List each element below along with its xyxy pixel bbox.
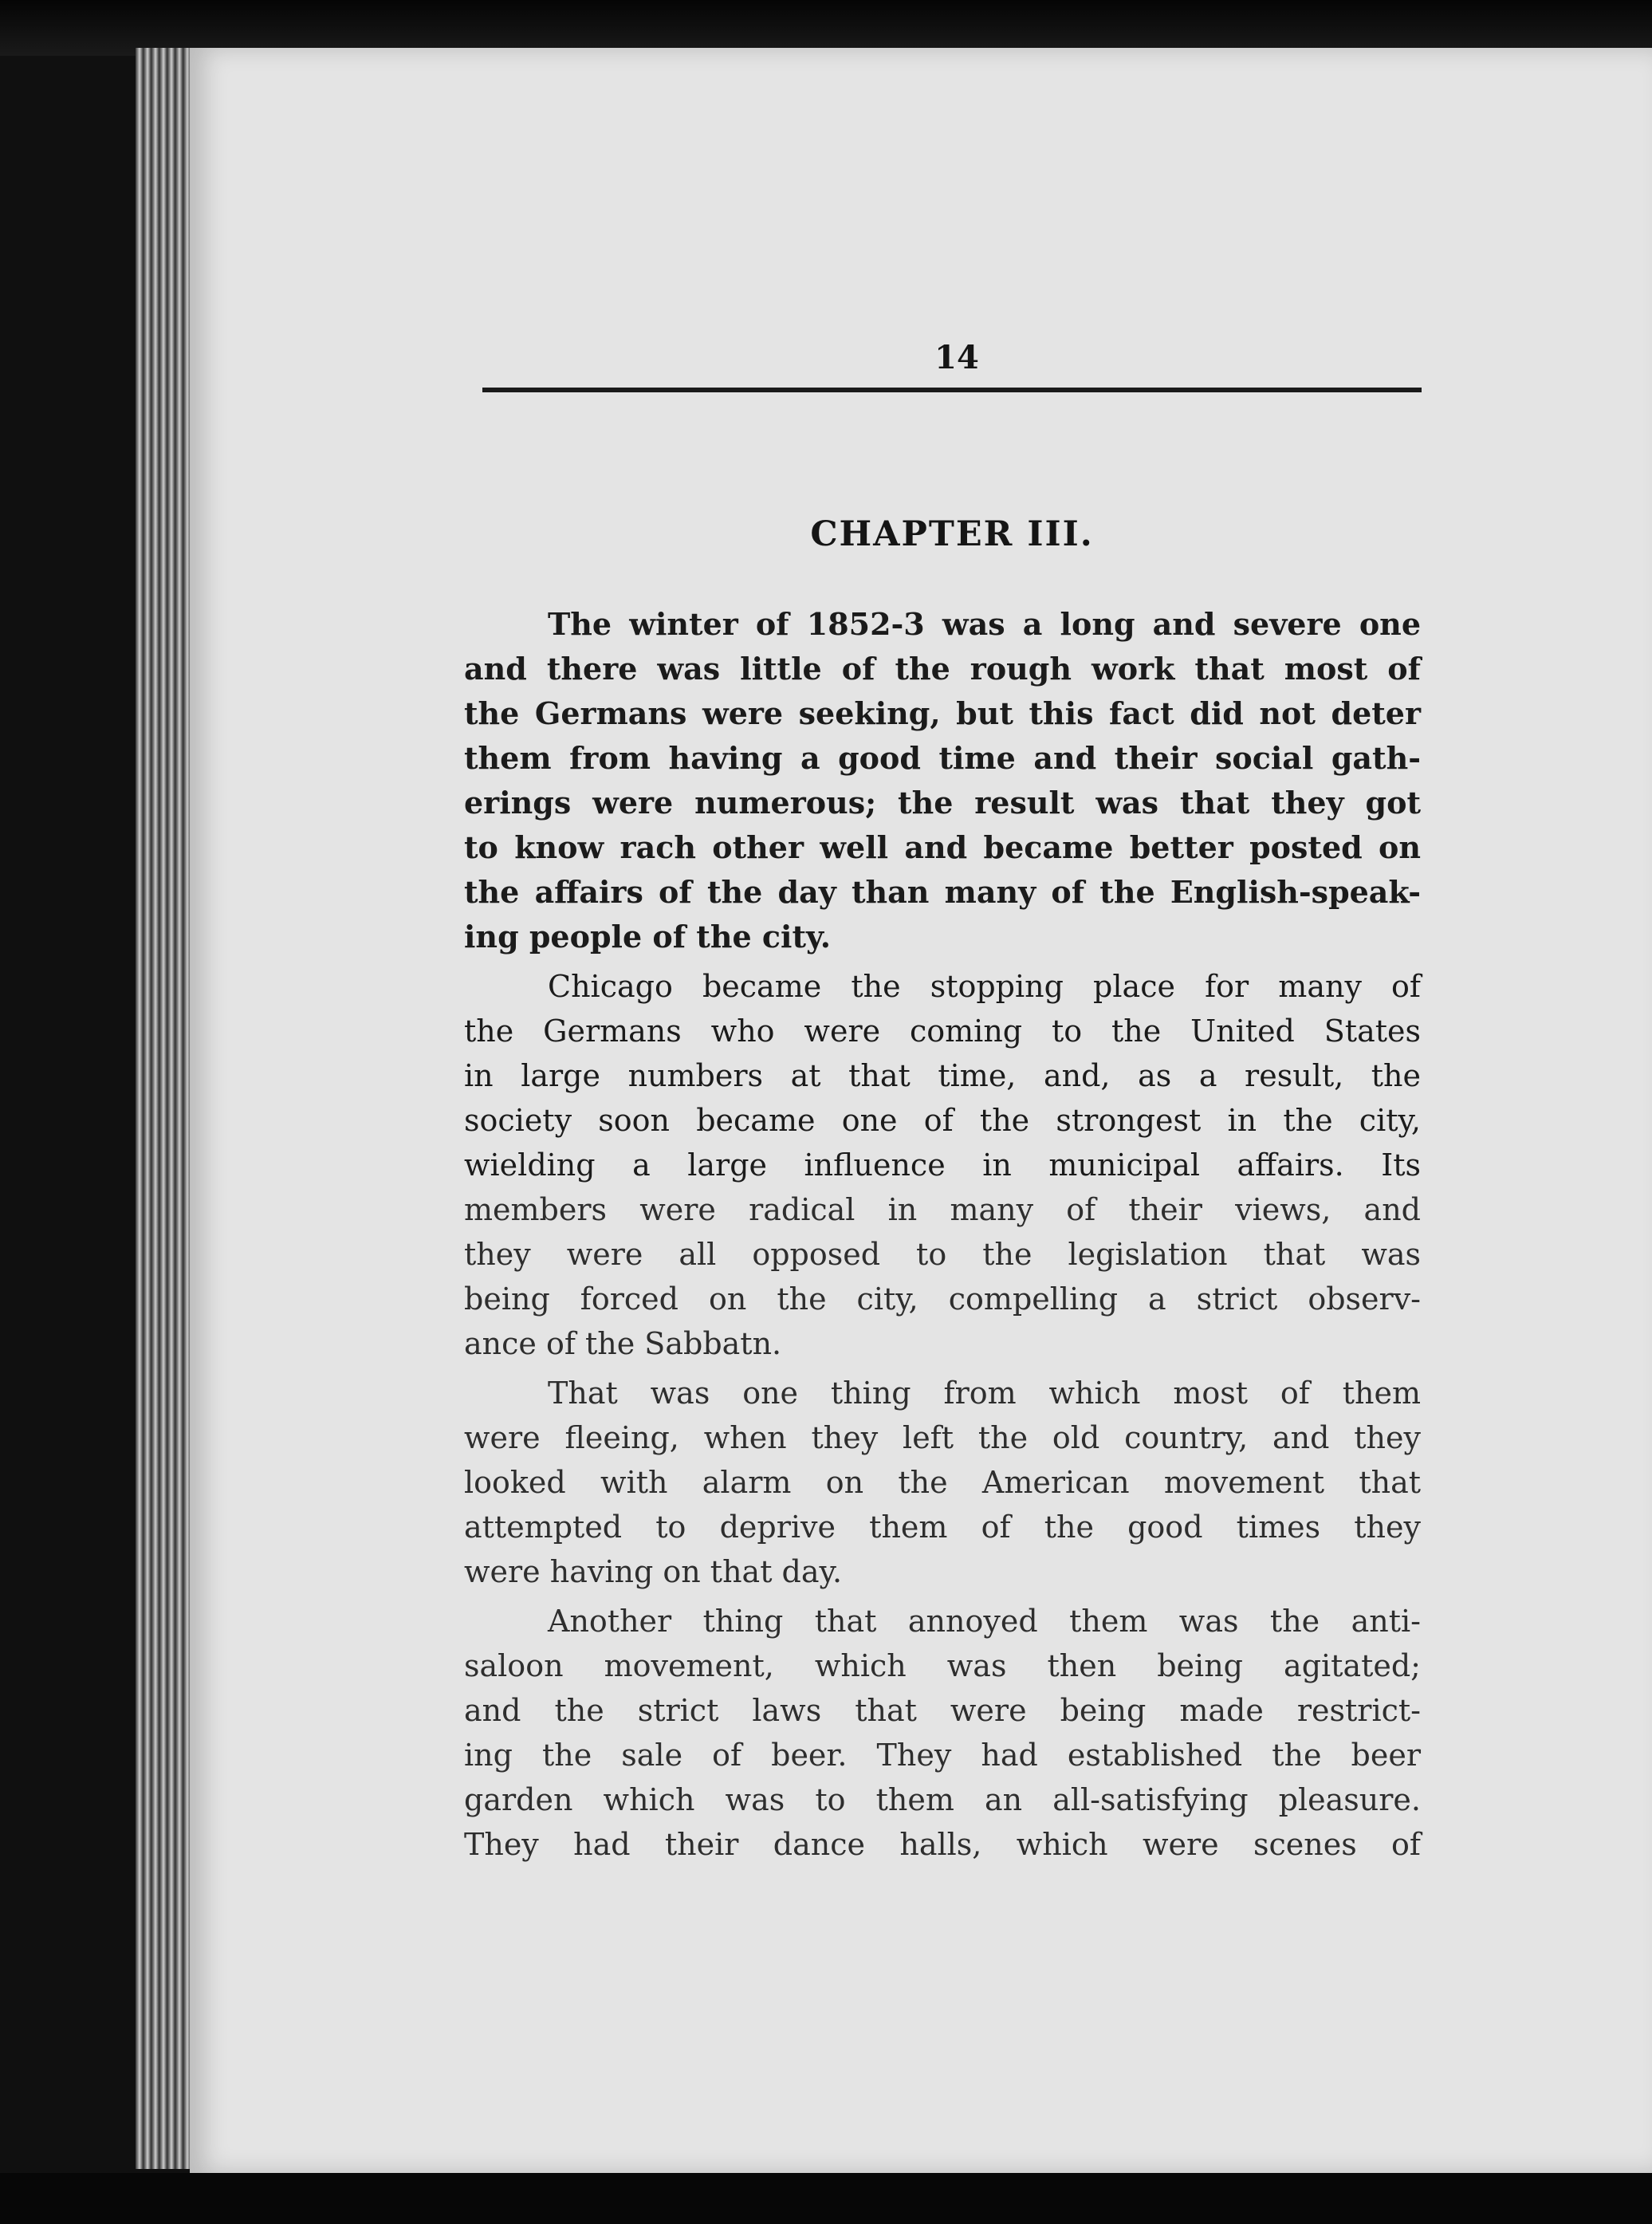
text-line: saloon movement, which was then being agitated; xyxy=(464,1648,1421,1683)
scan-bottom-border xyxy=(0,2173,1652,2224)
text-line: and there was little of the rough work that most of xyxy=(464,651,1421,687)
text-line: them from having a good time and their social gath- xyxy=(464,740,1421,776)
text-line: were fleeing, when they left the old country, and they xyxy=(464,1420,1421,1455)
text-line: and the strict laws that were being made restrict- xyxy=(464,1693,1421,1728)
text-line: Another thing that annoyed them was the anti- xyxy=(548,1604,1421,1639)
header-rule xyxy=(482,388,1422,392)
text-line: Chicago became the stopping place for many of xyxy=(548,969,1421,1004)
body-text xyxy=(464,602,1421,1872)
text-line: ance of the Sabbatn. xyxy=(464,1326,782,1361)
text-line: The winter of 1852-3 was a long and severe one xyxy=(548,606,1421,642)
text-line: the Germans who were coming to the United States xyxy=(464,1014,1421,1049)
paragraph-1 xyxy=(464,602,1421,959)
paragraph-4 xyxy=(464,1599,1421,1867)
text-line: members were radical in many of their views, and xyxy=(464,1192,1421,1227)
text-line: wielding a large influence in municipal affairs. Its xyxy=(464,1147,1421,1183)
text-line: looked with alarm on the American movement that xyxy=(464,1465,1421,1500)
text-line: the Germans were seeking, but this fact did not deter xyxy=(464,695,1421,731)
text-line: erings were numerous; the result was that they got xyxy=(464,785,1421,821)
text-line: to know rach other well and became better posted on xyxy=(464,829,1421,865)
text-line: That was one thing from which most of them xyxy=(548,1376,1421,1411)
text-line: They had their dance halls, which were scenes of xyxy=(464,1827,1421,1862)
text-line: were having on that day. xyxy=(464,1554,843,1589)
text-line: being forced on the city, compelling a strict observ- xyxy=(464,1281,1421,1317)
text-line: society soon became one of the strongest in the city, xyxy=(464,1103,1421,1138)
text-line: ing the sale of beer. They had established the beer xyxy=(464,1738,1421,1773)
paragraph-3 xyxy=(464,1371,1421,1594)
paragraph-2 xyxy=(464,964,1421,1366)
text-line: they were all opposed to the legislation that was xyxy=(464,1237,1421,1272)
text-line: ing people of the city. xyxy=(464,919,831,955)
chapter-title: CHAPTER III. xyxy=(810,514,1094,554)
page-number: 14 xyxy=(934,339,979,376)
text-line: in large numbers at that time, and, as a result, the xyxy=(464,1058,1421,1093)
text-line: attempted to deprive them of the good times they xyxy=(464,1510,1421,1545)
text-line: garden which was to them an all-satisfying pleasure. xyxy=(464,1782,1421,1817)
text-line: the affairs of the day than many of the English-speak- xyxy=(464,874,1421,910)
